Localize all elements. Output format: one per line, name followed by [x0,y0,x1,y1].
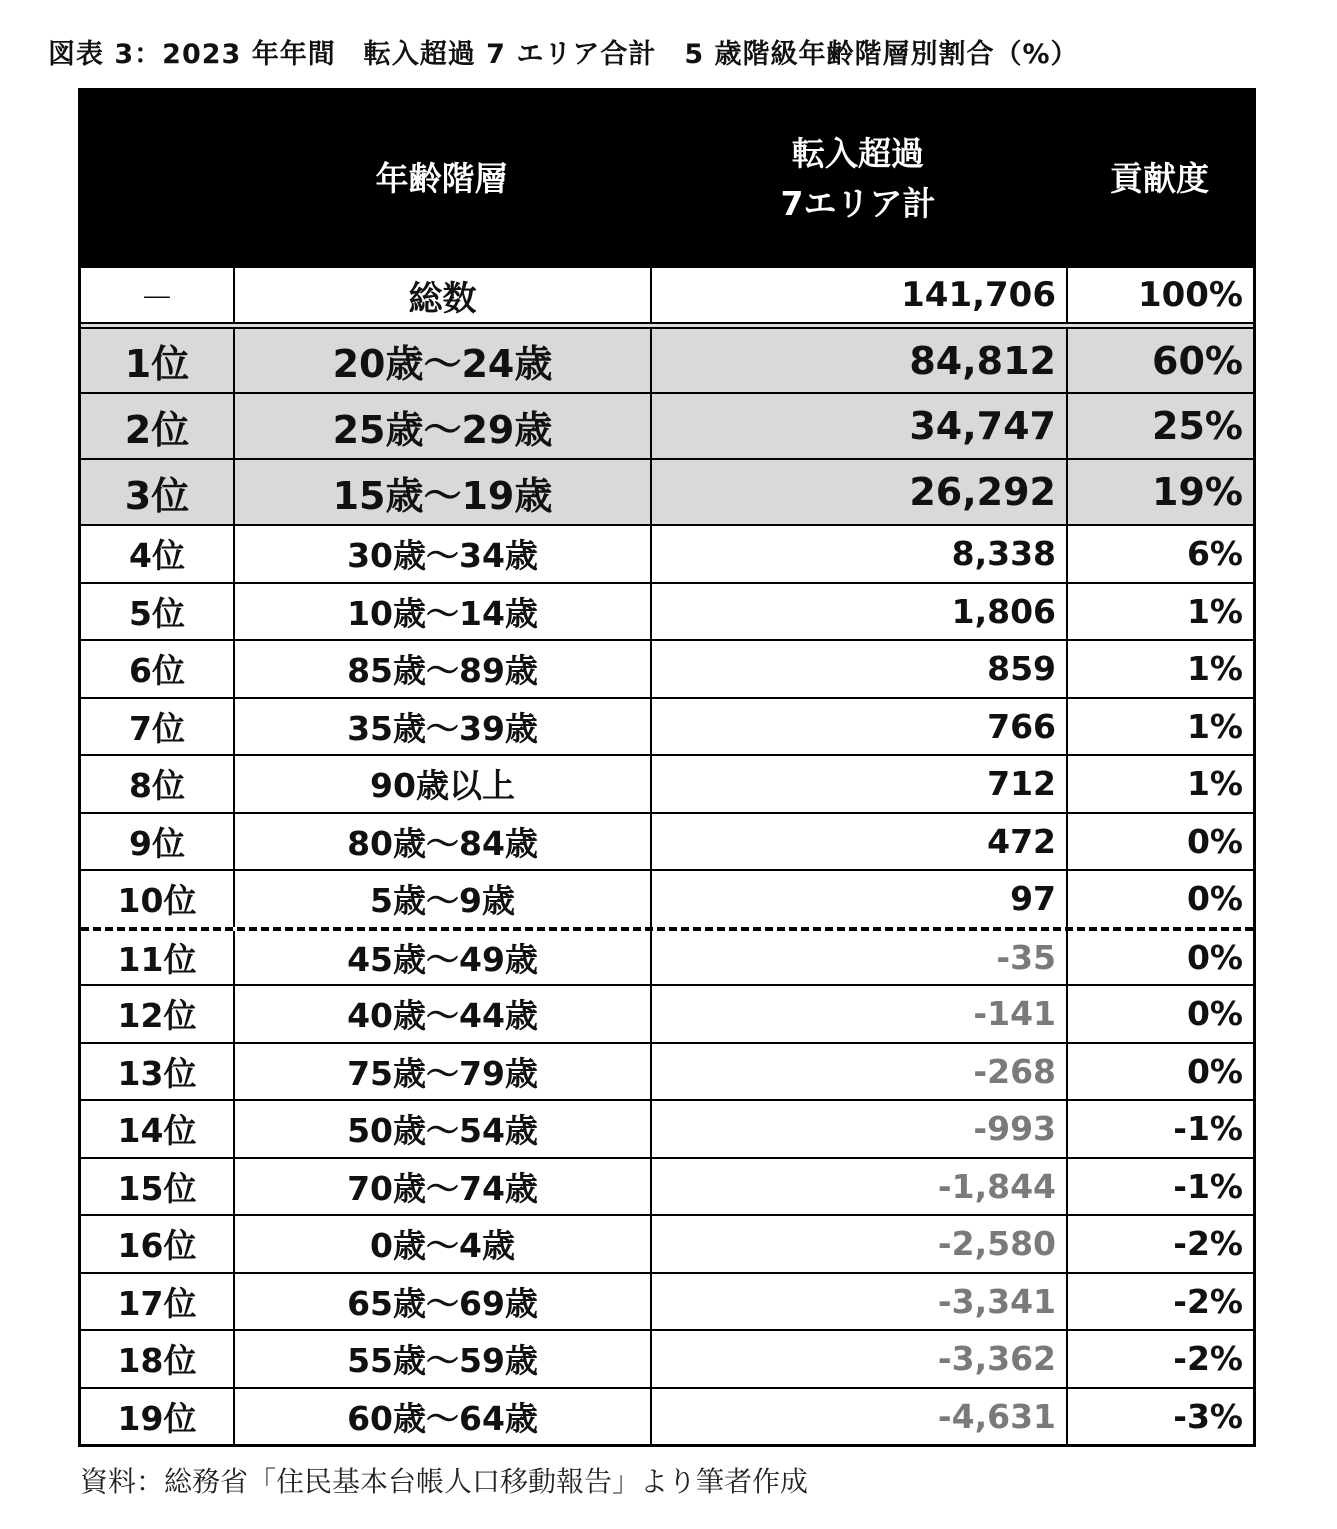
share-cell: -1% [1066,1159,1253,1215]
age-cell: 10歳～14歳 [233,584,650,640]
value-cell: -35 [650,931,1066,985]
table-row [81,392,1253,458]
share-cell: -2% [1066,1331,1253,1387]
rank-cell: 15位 [117,1168,197,1208]
rank-cell: 12位 [117,996,197,1036]
share-cell: -1% [1066,1101,1253,1157]
rank-cell: 7位 [129,708,185,748]
age-cell: 75歳～79歳 [233,1044,650,1100]
header-rank [81,91,233,266]
value-cell: 859 [650,641,1066,697]
total-row [81,266,1253,322]
rank-cell: 3位 [124,473,190,518]
age-cell: 60歳～64歳 [233,1389,650,1445]
table-row [81,754,1253,812]
table-row [81,697,1253,755]
source-note: 資料：総務省「住民基本台帳人口移動報告」より筆者作成 [80,1465,809,1498]
value-cell: 97 [650,871,1066,927]
value-cell: 8,338 [650,526,1066,582]
value-cell: 472 [650,814,1066,870]
header-value-line2: 7エリア計 [780,183,936,223]
total-share: 100% [1066,268,1253,322]
rank-cell: 19位 [117,1398,197,1438]
table-row [81,869,1253,927]
table-row [81,1157,1253,1215]
total-age: 総数 [233,268,650,322]
table-row [81,1214,1253,1272]
age-cell: 85歳～89歳 [233,641,650,697]
share-cell: 60% [1066,329,1253,392]
rank-cell: 13位 [117,1053,197,1093]
table-row [81,1099,1253,1157]
header-value-line1: 転入超過 [792,134,924,173]
share-cell: -2% [1066,1216,1253,1272]
header-age: 年齢階層 [375,158,508,198]
rank-cell: 8位 [129,766,185,806]
header-share: 貢献度 [1110,158,1209,198]
value-cell: -141 [650,986,1066,1042]
age-cell: 80歳～84歳 [233,814,650,870]
share-cell: 6% [1066,526,1253,582]
rank-cell: 9位 [129,823,185,863]
age-cell: 25歳～29歳 [233,394,650,458]
age-cell: 15歳～19歳 [233,460,650,524]
age-cell: 0歳～4歳 [233,1216,650,1272]
rank-cell: 2位 [124,407,190,452]
value-cell: -3,362 [650,1331,1066,1387]
table-row [81,1387,1253,1445]
share-cell: -3% [1066,1389,1253,1445]
table-row [81,322,1253,392]
share-cell: 0% [1066,931,1253,985]
total-value: 141,706 [650,268,1066,322]
age-cell: 65歳～69歳 [233,1274,650,1330]
rank-cell: 14位 [117,1111,197,1151]
table-row [81,984,1253,1042]
share-cell: 0% [1066,986,1253,1042]
table-row [81,927,1253,985]
table-row [81,524,1253,582]
table-row [81,582,1253,640]
rank-cell: 16位 [117,1226,197,1266]
age-cell: 20歳～24歳 [233,329,650,392]
rank-cell: 6位 [129,651,185,691]
figure-title: 図表 3：2023 年年間 転入超過 7 エリア合計 5 歳階級年齢階層別割合（%） [48,39,1079,70]
share-cell: 1% [1066,756,1253,812]
value-cell: -4,631 [650,1389,1066,1445]
value-cell: 34,747 [650,394,1066,458]
table-header [81,91,1253,266]
share-cell: 1% [1066,641,1253,697]
table-row [81,812,1253,870]
table-row [81,1329,1253,1387]
header-value [650,91,1066,266]
age-cell: 30歳～34歳 [233,526,650,582]
table-row [81,639,1253,697]
table-row [81,1042,1253,1100]
value-cell: -1,844 [650,1159,1066,1215]
value-cell: -993 [650,1101,1066,1157]
age-cell: 5歳～9歳 [233,871,650,927]
value-cell: 26,292 [650,460,1066,524]
ranking-rows [81,322,1253,1444]
share-cell: 0% [1066,814,1253,870]
share-cell: 1% [1066,584,1253,640]
age-cell: 70歳～74歳 [233,1159,650,1215]
rank-cell: 10位 [117,881,197,921]
age-cell: 90歳以上 [233,756,650,812]
table-row [81,458,1253,524]
share-cell: 25% [1066,394,1253,458]
value-cell: -268 [650,1044,1066,1100]
table-row [81,1272,1253,1330]
age-cell: 45歳～49歳 [233,931,650,985]
age-cell: 40歳～44歳 [233,986,650,1042]
value-cell: 84,812 [650,329,1066,392]
rank-cell: 4位 [129,536,185,576]
age-cell: 55歳～59歳 [233,1331,650,1387]
rank-cell: 1位 [124,342,190,386]
share-cell: 1% [1066,699,1253,755]
share-cell: 19% [1066,460,1253,524]
rank-cell: 11位 [117,939,197,979]
value-cell: 712 [650,756,1066,812]
rank-cell: 17位 [117,1283,197,1323]
rank-cell: 5位 [129,593,185,633]
rank-cell: 18位 [117,1341,197,1381]
total-rank: － [140,278,174,319]
share-cell: 0% [1066,1044,1253,1100]
share-cell: 0% [1066,871,1253,927]
data-table [78,88,1256,1447]
value-cell: -3,341 [650,1274,1066,1330]
value-cell: 1,806 [650,584,1066,640]
age-cell: 50歳～54歳 [233,1101,650,1157]
share-cell: -2% [1066,1274,1253,1330]
value-cell: 766 [650,699,1066,755]
age-cell: 35歳～39歳 [233,699,650,755]
value-cell: -2,580 [650,1216,1066,1272]
